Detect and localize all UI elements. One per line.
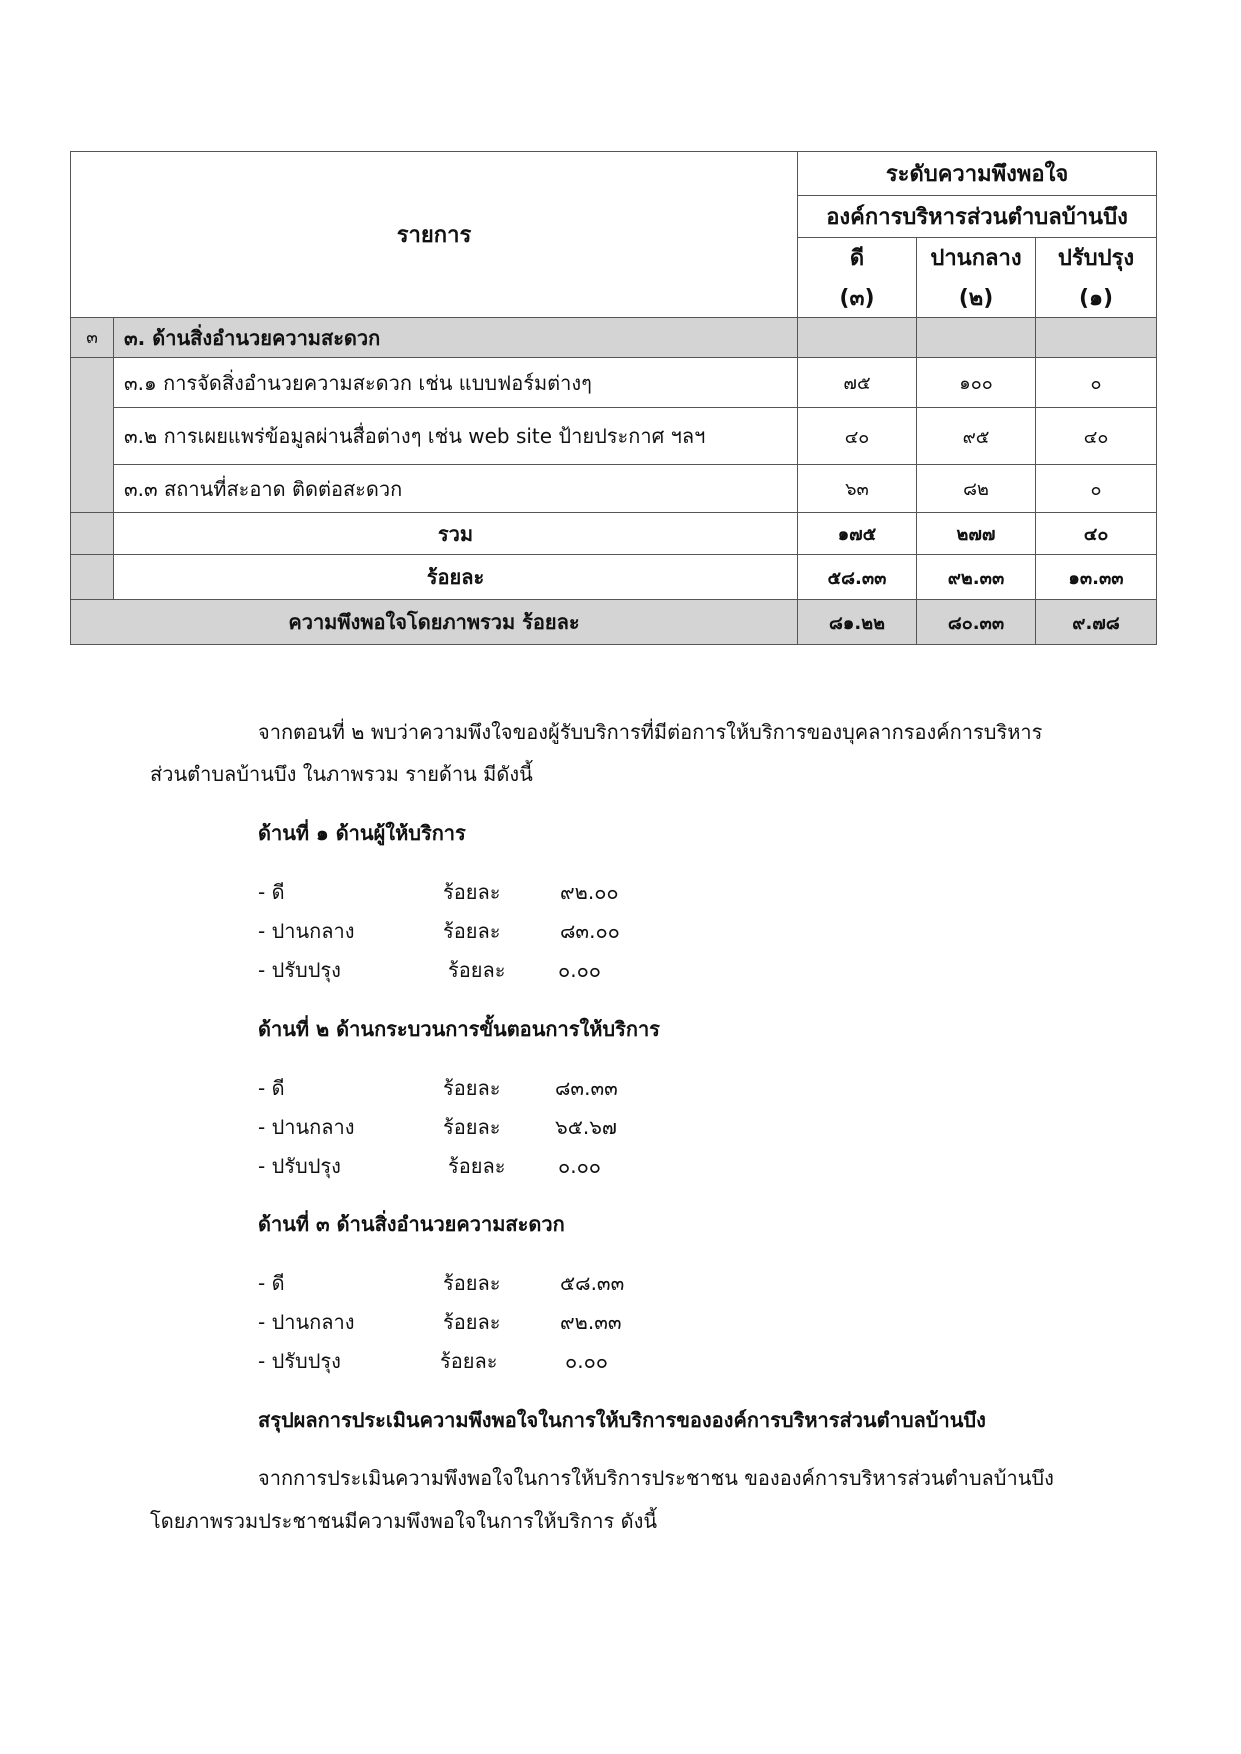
row-good: ๖๓ (798, 465, 917, 513)
total-row (71, 513, 1157, 555)
col-mid-score: (๒) (917, 278, 1036, 318)
intro-line-2: ส่วนตำบลบ้านบึง ในภาพรวม รายด้าน มีดังนี้ (150, 762, 533, 786)
percent-imp: ๑๓.๓๓ (1036, 555, 1157, 600)
aspect-2-title: ด้านที่ ๒ ด้านกระบวนการขั้นตอนการให้บริการ (258, 1017, 660, 1041)
row-mid: ๙๕ (917, 408, 1036, 465)
aspect-2-imp-value: ๐.๐๐ (558, 1154, 601, 1178)
table-row (71, 465, 1157, 513)
aspect-3-mid-unit: ร้อยละ (443, 1310, 501, 1334)
summary-title: สรุปผลการประเมินความพึงพอใจในการให้บริการขององค์การบริหารส่วนตำบลบ้านบึง (258, 1408, 986, 1432)
aspect-2-imp-label: - ปรับปรุง (258, 1154, 341, 1178)
total-good: ๑๗๕ (798, 513, 917, 555)
aspect-3-mid-value: ๙๒.๓๓ (560, 1310, 622, 1334)
aspect-2-good-unit: ร้อยละ (443, 1076, 501, 1100)
aspect-2-mid-label: - ปานกลาง (258, 1115, 355, 1139)
aspect-3-imp-unit: ร้อยละ (440, 1349, 498, 1373)
col-good-score: (๓) (798, 278, 917, 318)
aspect-3-good-value: ๕๘.๓๓ (560, 1271, 625, 1295)
aspect-3-title: ด้านที่ ๓ ด้านสิ่งอำนวยความสะดวก (258, 1212, 565, 1236)
header-item: รายการ (71, 152, 798, 318)
aspect-2-good-value: ๘๓.๓๓ (555, 1076, 618, 1100)
satisfaction-table (70, 151, 1157, 645)
row-good: ๗๕ (798, 358, 917, 408)
row-label: ๓.๓ สถานที่สะอาด ติดต่อสะดวก (114, 465, 798, 513)
summary-line-2: โดยภาพรวมประชาชนมีความพึงพอใจในการให้บริการ ดังนี้ (150, 1509, 658, 1533)
section-cell-good (798, 318, 917, 358)
row-label: ๓.๒ การเผยแพร่ข้อมูลผ่านสื่อต่างๆ เช่น web site ป้ายประกาศ ฯลฯ (114, 408, 798, 465)
aspect-2-imp-unit: ร้อยละ (448, 1154, 506, 1178)
section-spacer (71, 358, 114, 513)
section-row (71, 318, 1157, 358)
aspect-3-imp-value: ๐.๐๐ (565, 1349, 608, 1373)
col-imp-score: (๑) (1036, 278, 1157, 318)
overall-mid: ๘๐.๓๓ (917, 600, 1036, 645)
percent-mid: ๙๒.๓๓ (917, 555, 1036, 600)
aspect-1-good-value: ๙๒.๐๐ (560, 880, 619, 904)
intro-line-1: จากตอนที่ ๒ พบว่าความพึงใจของผู้รับบริการที่มีต่อการให้บริการของบุคลากรองค์การบริหาร (258, 720, 1043, 744)
section-cell-imp (1036, 318, 1157, 358)
aspect-1-good-unit: ร้อยละ (443, 880, 501, 904)
overall-row (71, 600, 1157, 645)
row-imp: ๐ (1036, 358, 1157, 408)
aspect-1-imp-label: - ปรับปรุง (258, 958, 341, 982)
col-good-label: ดี (798, 238, 917, 278)
total-mid: ๒๗๗ (917, 513, 1036, 555)
aspect-1-imp-value: ๐.๐๐ (558, 958, 601, 982)
aspect-3-mid-label: - ปานกลาง (258, 1310, 355, 1334)
row-imp: ๐ (1036, 465, 1157, 513)
header-org: องค์การบริหารส่วนตำบลบ้านบึง (798, 196, 1157, 238)
aspect-3-imp-label: - ปรับปรุง (258, 1349, 341, 1373)
aspect-1-title: ด้านที่ ๑ ด้านผู้ให้บริการ (258, 821, 466, 845)
percent-spacer (71, 555, 114, 600)
overall-imp: ๙.๗๘ (1036, 600, 1157, 645)
aspect-1-mid-label: - ปานกลาง (258, 919, 355, 943)
row-mid: ๑๐๐ (917, 358, 1036, 408)
row-good: ๔๐ (798, 408, 917, 465)
aspect-1-good-label: - ดี (258, 880, 285, 904)
total-spacer (71, 513, 114, 555)
section-title: ๓. ด้านสิ่งอำนวยความสะดวก (114, 318, 798, 358)
aspect-3-good-unit: ร้อยละ (443, 1271, 501, 1295)
total-imp: ๔๐ (1036, 513, 1157, 555)
col-mid-label: ปานกลาง (917, 238, 1036, 278)
aspect-2-good-label: - ดี (258, 1076, 285, 1100)
aspect-1-mid-unit: ร้อยละ (443, 919, 501, 943)
row-mid: ๘๒ (917, 465, 1036, 513)
percent-good: ๕๘.๓๓ (798, 555, 917, 600)
aspect-2-mid-unit: ร้อยละ (443, 1115, 501, 1139)
percent-row (71, 555, 1157, 600)
aspect-1-imp-unit: ร้อยละ (448, 958, 506, 982)
table-row (71, 408, 1157, 465)
overall-good: ๘๑.๒๒ (798, 600, 917, 645)
total-label: รวม (114, 513, 798, 555)
row-imp: ๔๐ (1036, 408, 1157, 465)
header-level: ระดับความพึงพอใจ (798, 152, 1157, 196)
overall-label: ความพึงพอใจโดยภาพรวม ร้อยละ (71, 600, 798, 645)
table-row (71, 358, 1157, 408)
summary-line-1: จากการประเมินความพึงพอใจในการให้บริการประชาชน ขององค์การบริหารส่วนตำบลบ้านบึง (258, 1466, 1054, 1490)
aspect-3-good-label: - ดี (258, 1271, 285, 1295)
col-imp-label: ปรับปรุง (1036, 238, 1157, 278)
section-cell-mid (917, 318, 1036, 358)
aspect-1-mid-value: ๘๓.๐๐ (560, 919, 620, 943)
row-label: ๓.๑ การจัดสิ่งอำนวยความสะดวก เช่น แบบฟอร์มต่างๆ (114, 358, 798, 408)
section-number: ๓ (71, 318, 114, 358)
aspect-2-mid-value: ๖๕.๖๗ (555, 1115, 617, 1139)
percent-label: ร้อยละ (114, 555, 798, 600)
